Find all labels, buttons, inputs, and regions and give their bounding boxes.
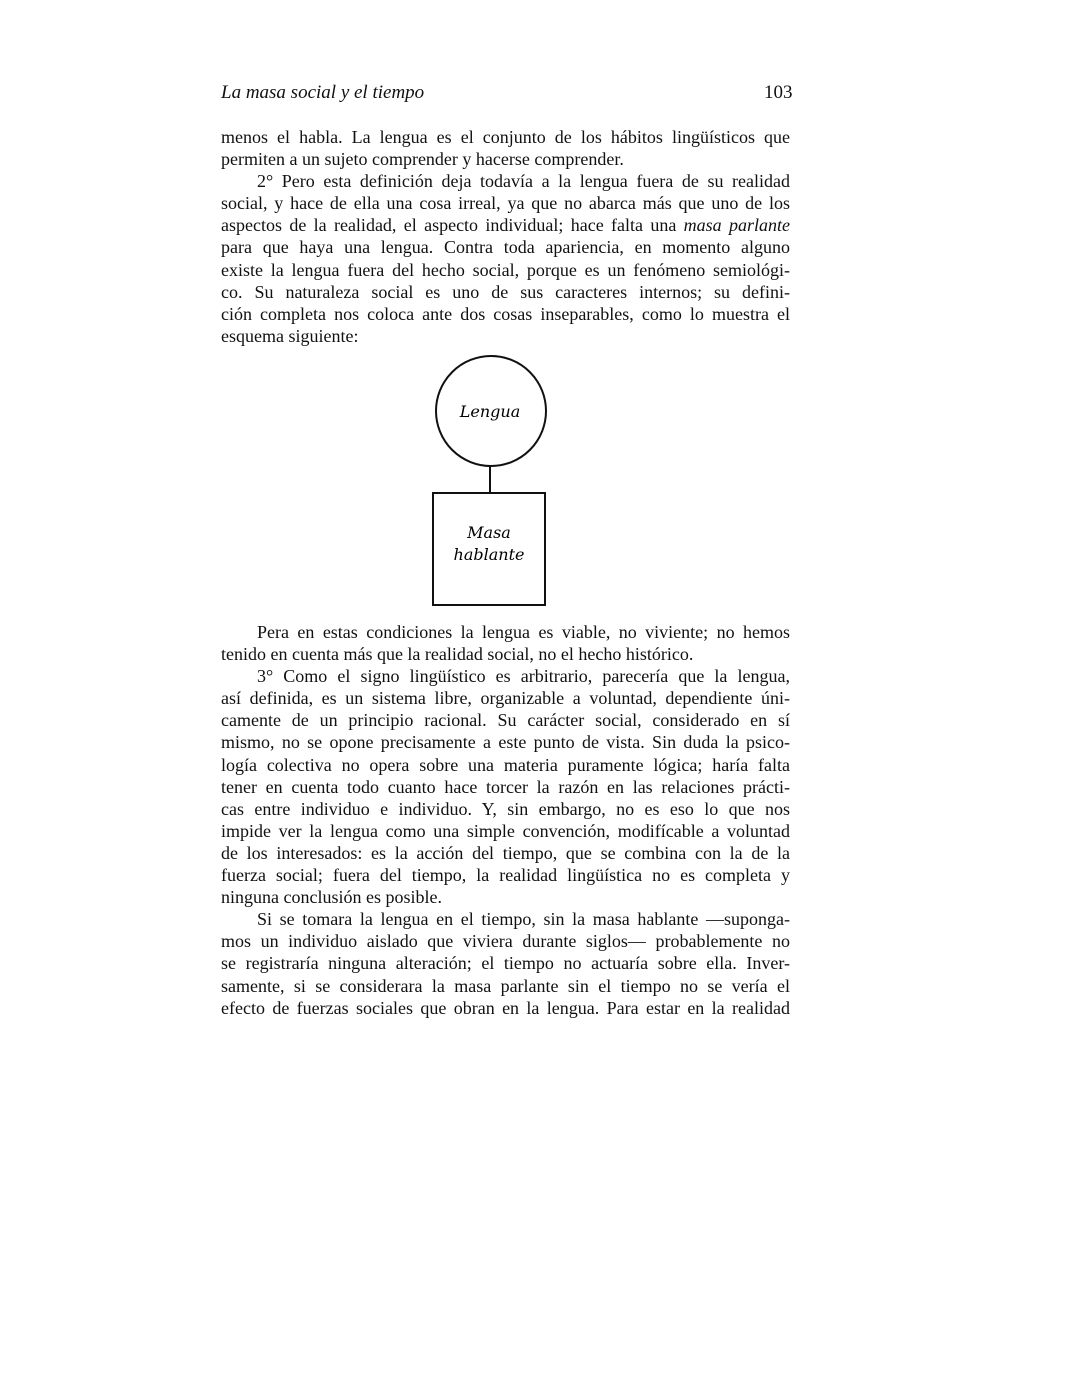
text-line: 3° Como el signo lingüístico es arbitrario, parecería que la lengua,: [257, 666, 790, 687]
text-line: mismo, no se opone precisamente a este punto de vista. Sin duda la psico-: [221, 732, 790, 753]
circle-label: Lengua: [459, 402, 521, 421]
text-line: social, y hace de ella una cosa irreal, ya que no abarca más que uno de los: [221, 193, 790, 214]
text-line: efecto de fuerzas sociales que obran en la lengua. Para estar en la realidad: [221, 997, 790, 1018]
text-line: tener en cuenta todo cuanto hace torcer la razón en las relaciones prácti-: [221, 776, 790, 797]
text-line: permiten a un sujeto comprender y hacerse comprender.: [221, 149, 624, 170]
text-line: fuerza social; fuera del tiempo, la realidad lingüística no es completa y: [221, 865, 790, 886]
text-line: ción completa nos coloca ante dos cosas inseparables, como lo muestra el: [221, 303, 790, 324]
text-line: de los interesados: es la acción del tiempo, que se combina con la de la: [221, 842, 790, 863]
text-line: cas entre individuo e individuo. Y, sin embargo, no es eso lo que nos: [221, 798, 790, 819]
text-line: se registraría ninguna alteración; el tiempo no actuaría sobre ella. Inver-: [221, 953, 790, 974]
text-line: menos el habla. La lengua es el conjunto de los hábitos lingüísticos que: [221, 127, 790, 147]
text-line: 2° Pero esta definición deja todavía a la lengua fuera de su realidad: [257, 171, 790, 192]
text-line: Pera en estas condiciones la lengua es viable, no viviente; no hemos: [257, 622, 790, 642]
text-line: samente, si se considerara la masa parlante sin el tiempo no se vería el: [221, 975, 790, 996]
page-number: 103: [764, 82, 793, 103]
text-line: Si se tomara la lengua en el tiempo, sin la masa hablante —suponga-: [257, 909, 790, 930]
text-line: así definida, es un sistema libre, organizable a voluntad, dependiente úni-: [221, 688, 790, 709]
text-line: para que haya una lengua. Contra toda apariencia, en momento alguno: [221, 237, 790, 258]
box-label-2: hablante: [453, 545, 525, 564]
text-line: existe la lengua fuera del hecho social, porque es un fenómeno semiológi-: [221, 259, 790, 280]
text-line: camente de un principio racional. Su carácter social, considerado en sí: [221, 710, 790, 731]
text-line: tenido en cuenta más que la realidad social, no el hecho histórico.: [221, 644, 694, 665]
text-line: mos un individuo aislado que viviera durante siglos— probablemente no: [221, 931, 790, 952]
text-line: esquema siguiente:: [221, 325, 359, 346]
box-label-1: Masa: [467, 523, 511, 542]
italic-term: masa parlante: [683, 215, 791, 236]
text-segment: aspectos de la realidad, el aspecto individual; hace falta una: [221, 215, 684, 236]
running-title: La masa social y el tiempo: [221, 82, 425, 103]
text-line: ninguna conclusión es posible.: [221, 887, 442, 908]
text-block-bottom: [221, 621, 790, 1019]
text-line: impide ver la lengua como una simple convención, modifícable a voluntad: [221, 820, 790, 841]
text-line: logía colectiva no opera sobre una materia puramente lógica; haría falta: [221, 754, 790, 775]
text-line: co. Su naturaleza social es uno de sus caracteres internos; su defini-: [221, 281, 790, 302]
